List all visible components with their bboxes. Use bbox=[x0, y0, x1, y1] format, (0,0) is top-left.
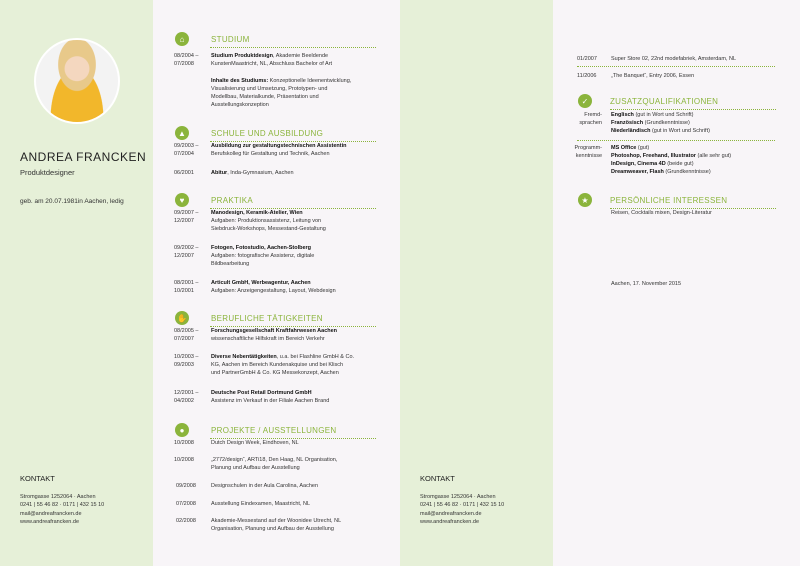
section-zusatz bbox=[578, 94, 718, 108]
section-divider bbox=[210, 141, 376, 142]
contact-email-2[interactable]: mail@andreafrancken.de bbox=[420, 510, 482, 517]
section-title: PRAKTIKA bbox=[211, 195, 253, 205]
place-and-date: Aachen, 17. November 2015 bbox=[611, 281, 682, 287]
entry-studium: Studium Produktdesign, Akademie Beeldende KunstenMaastricht, NL, Abschluss Bachelor of Art bbox=[211, 53, 333, 67]
section-schule bbox=[175, 126, 323, 140]
entry-interessen: Reisen, Cocktails mixen, Design-Literatur bbox=[611, 210, 712, 216]
entry-forschung: Forschungsgesellschaft Kraftfahrwesen Aachen wissenschaftliche Hilfskraft im Bereich Verkehr bbox=[211, 328, 338, 342]
section-praktika bbox=[175, 193, 253, 207]
entry-aula-carolina: Designschulen in der Aula Carolina, Aachen bbox=[211, 483, 319, 489]
person-name: ANDREA FRANCKEN bbox=[20, 150, 147, 164]
entry-sprachen: Englisch (gut in Wort und Schrift) Französisch (Grundkenntnisse) Niederländisch (gut in Wort und Schrift) bbox=[611, 112, 710, 134]
building-icon: ⌂ bbox=[175, 32, 189, 46]
entry-date: 09/2002 – 12/2007 bbox=[174, 245, 199, 259]
entry-date: 06/2001 bbox=[174, 170, 194, 176]
section-title: STUDIUM bbox=[211, 34, 250, 44]
entry-date: 10/2008 bbox=[174, 457, 194, 463]
person-birth-info: geb. am 20.07.1981in Aachen, ledig bbox=[20, 198, 124, 205]
entry-date: 10/2008 bbox=[174, 440, 194, 446]
checkmark-icon: ✓ bbox=[578, 94, 592, 108]
contact-heading: KONTAKT bbox=[20, 474, 55, 483]
entry-date: 12/2001 – 04/2002 bbox=[174, 390, 199, 404]
entry-deutsche-post: Deutsche Post Retail Dortmund GmbH Assistenz im Verkauf in der Filiale Aachen Brand bbox=[211, 390, 330, 404]
section-title: SCHULE UND AUSBILDUNG bbox=[211, 128, 324, 138]
entry-abitur: Abitur, Inda-Gymnasium, Aachen bbox=[211, 170, 294, 176]
entry-nebentaetigkeiten: Diverse Nebentätigkeiten, u.a. bei Flashline GmbH & Co. KG, Aachen im Bereich Kundenakquise und bei Klisch und PartnerGmbH & Co. KG Messekonzept, Aachen bbox=[211, 354, 355, 376]
entry-super-store: Super Store 02, 22nd modefabriek, Amsterdam, NL bbox=[611, 56, 737, 62]
entry-programme: MS Office (gut) Photoshop, Freehand, Illustrator (alle sehr gut) InDesign, Cinema 4D (beide gut) Dreamweaver, Flash (Grundkenntnisse) bbox=[611, 145, 732, 175]
lightbulb-icon: ● bbox=[175, 423, 189, 437]
section-beruf bbox=[175, 311, 323, 325]
contact-phone: 0241 | 55 46 82 · 0171 | 432 15 10 bbox=[20, 502, 105, 509]
section-title: PROJEKTE / AUSSTELLUNGEN bbox=[211, 425, 337, 435]
entry-articult: Articult GmbH, Werbeagentur, Aachen Aufgaben: Anzeigengestaltung, Layout, Webdesign bbox=[211, 280, 336, 294]
contact-web-2[interactable]: www.andreafrancken.de bbox=[420, 518, 480, 525]
profile-photo bbox=[34, 38, 120, 124]
contact-details-2 bbox=[420, 493, 504, 526]
entry-date: 10/2003 – 09/2003 bbox=[174, 354, 199, 368]
heart-icon: ♥ bbox=[175, 193, 189, 207]
sprachen-label: Fremd- sprachen bbox=[579, 112, 602, 126]
section-divider bbox=[210, 438, 376, 439]
section-interessen bbox=[578, 193, 727, 207]
entry-dutch-design-week: Dutch Design Week, Eindhoven, NL bbox=[211, 440, 299, 446]
contact-phone-2: 0241 | 55 46 82 · 0171 | 432 15 10 bbox=[420, 502, 505, 509]
section-studium bbox=[175, 32, 250, 46]
entry-manodesign: Manodesign, Keramik-Atelier, Wien Aufgaben: Produktionsassistenz, Leitung von Siebdruck-Workshops, Messestand-Gestaltung bbox=[211, 210, 326, 232]
programm-label: Programm- kenntnisse bbox=[574, 145, 602, 159]
section-divider bbox=[610, 109, 776, 110]
entry-date: 11/2006 bbox=[577, 73, 597, 79]
contact-address-2: Stromgasse 1252064 · Aachen bbox=[420, 494, 496, 500]
section-divider bbox=[210, 208, 376, 209]
entry-date: 09/2008 bbox=[176, 483, 196, 489]
entry-arti18: „2772/design“, ARTi18, Den Haag, NL Organisation, Planung und Aufbau der Ausstellung bbox=[211, 457, 338, 471]
contact-address: Stromgasse 1252064 · Aachen bbox=[20, 494, 96, 500]
entry-date: 01/2007 bbox=[577, 56, 597, 62]
entry-fotogen: Fotogen, Fotostudio, Aachen-Stolberg Aufgaben: fotografische Assistenz, digitale Bildbearbeitung bbox=[211, 245, 315, 267]
entry-date: 07/2008 bbox=[176, 501, 196, 507]
section-divider bbox=[610, 208, 776, 209]
graduation-cap-icon: ▲ bbox=[175, 126, 189, 140]
hands-icon: ✋ bbox=[175, 311, 189, 325]
entry-date: 08/2004 – 07/2008 bbox=[174, 53, 199, 67]
section-divider bbox=[577, 66, 775, 67]
contact-details bbox=[20, 493, 104, 526]
entry-woonidee: Akademie-Messestand auf der Woonidee Utrecht, NL Organisation, Planung und Aufbau der Ausstellung bbox=[211, 518, 342, 532]
entry-the-banquet: „The Banquet“, Entry 2006, Essen bbox=[611, 73, 695, 79]
person-role: Produktdesigner bbox=[20, 168, 75, 177]
star-icon: ★ bbox=[578, 193, 592, 207]
section-divider bbox=[577, 140, 775, 141]
section-divider bbox=[210, 47, 376, 48]
section-title: PERSÖNLICHE INTERESSEN bbox=[610, 195, 728, 205]
section-title: BERUFLICHE TÄTIGKEITEN bbox=[211, 313, 323, 323]
entry-date: 02/2008 bbox=[176, 518, 196, 524]
entry-studium-inhalte: Inhalte des Studiums: Konzeptionelle Ideenentwicklung, Visualisierung und Umsetzung, Prototypen- und Modellbau, Materialkunde, Präsentation und Ausstellungskonzeption bbox=[211, 78, 352, 108]
section-divider bbox=[210, 326, 376, 327]
contact-email[interactable]: mail@andreafrancken.de bbox=[20, 510, 82, 517]
section-title: ZUSATZQUALIFIKATIONEN bbox=[610, 96, 719, 106]
entry-date: 09/2003 – 07/2004 bbox=[174, 143, 199, 157]
entry-date: 09/2007 – 12/2007 bbox=[174, 210, 199, 224]
entry-ausbildung: Ausbildung zur gestaltungstechnischen Assistentin Berufskolleg für Gestaltung und Technik, Aachen bbox=[211, 143, 347, 157]
entry-date: 08/2001 – 10/2001 bbox=[174, 280, 199, 294]
section-projekte bbox=[175, 423, 336, 437]
contact-web[interactable]: www.andreafrancken.de bbox=[20, 518, 80, 525]
entry-eindexamen: Ausstellung Eindexamen, Maastricht, NL bbox=[211, 501, 311, 507]
contact-heading-2: KONTAKT bbox=[420, 474, 455, 483]
entry-date: 08/2005 – 07/2007 bbox=[174, 328, 199, 342]
